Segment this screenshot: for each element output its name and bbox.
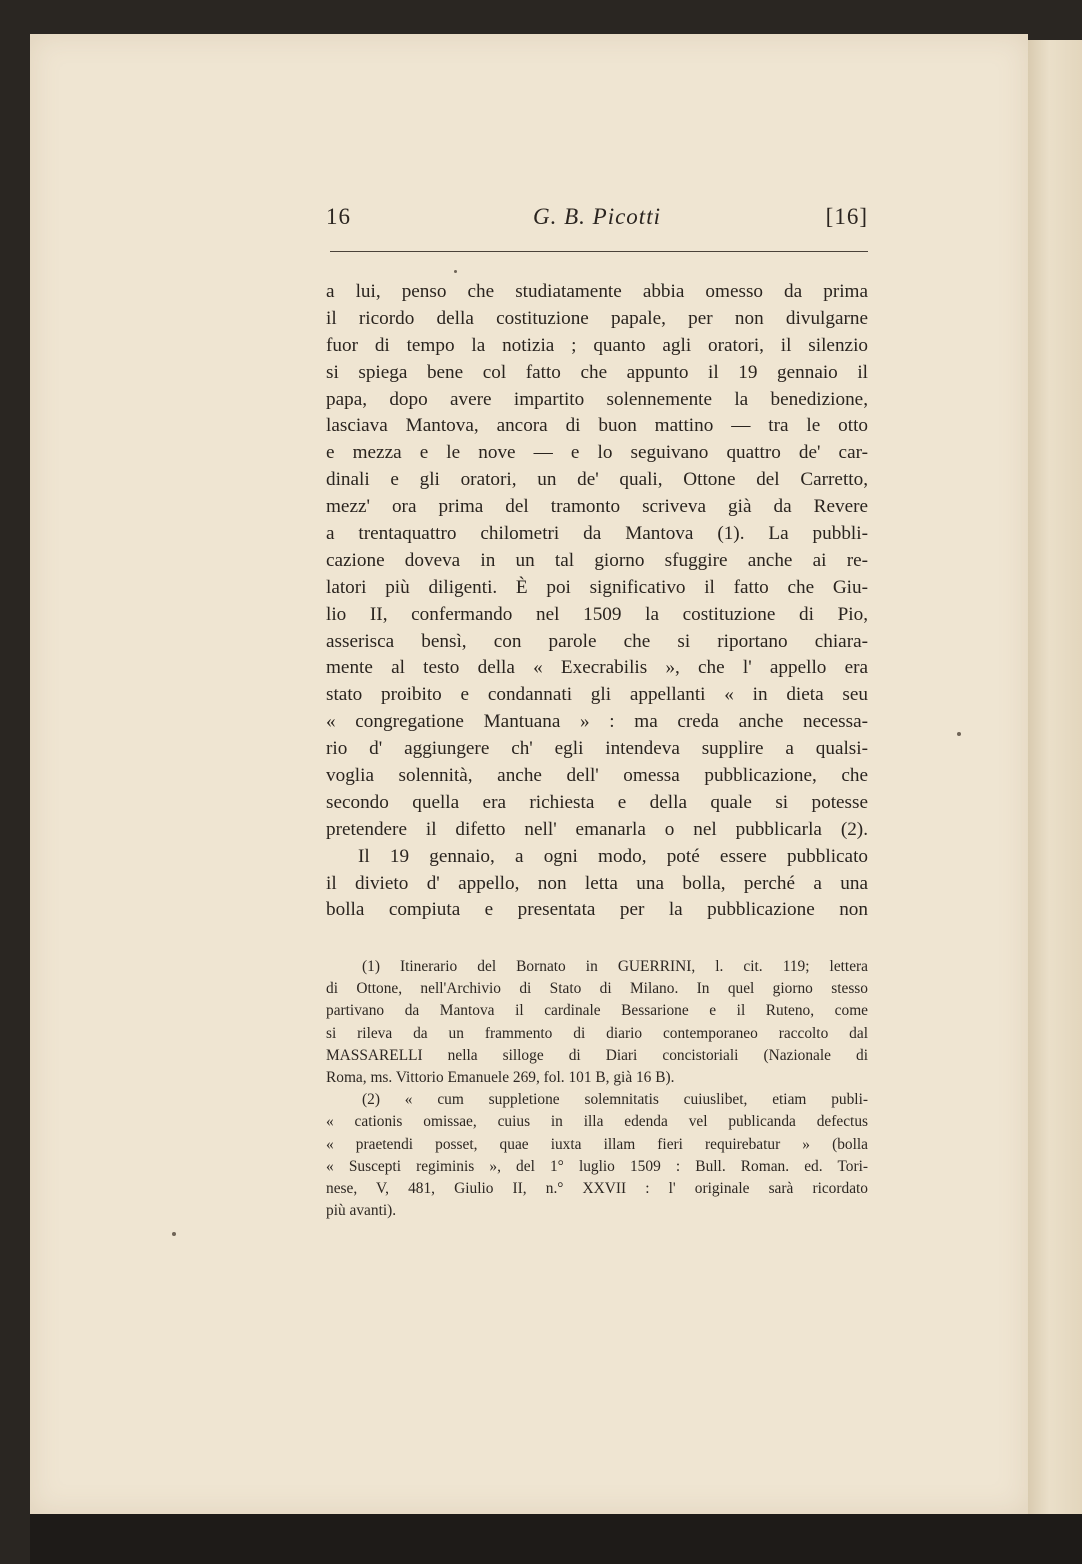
bracketed-page-number: [16] [825, 204, 868, 229]
text-line: dinali e gli oratori, un de' quali, Ottone del Carretto, [326, 469, 868, 491]
text-line: secondo quella era richiesta e della quale si potesse [326, 791, 868, 813]
text-line: asserisca bensì, con parole che si riportano chiara- [326, 630, 868, 652]
footnote-line: « Suscepti regiminis », del 1° luglio 1509 : Bull. Roman. ed. Tori- [326, 1157, 868, 1175]
text-line: mezz' ora prima del tramonto scriveva già da Revere [326, 496, 868, 518]
footnote-line: Roma, ms. Vittorio Emanuele 269, fol. 101 B, già 16 B). [326, 1068, 675, 1086]
text-line: a trentaquattro chilometri da Mantova (1). La pubbli- [326, 523, 868, 545]
text-line: stato proibito e condannati gli appellanti « in dieta seu [326, 684, 868, 706]
footnote-line: partivano da Mantova il cardinale Bessarione e il Ruteno, come [326, 1002, 868, 1020]
running-title: G. B. Picotti [533, 204, 661, 229]
text-line: rio d' aggiungere ch' egli intendeva supplire a qualsi- [326, 738, 868, 760]
text-line: fuor di tempo la notizia ; quanto agli oratori, il silenzio [326, 334, 868, 356]
next-page-edge [1028, 40, 1082, 1530]
text-line: lasciava Mantova, ancora di buon mattino — tra le otto [326, 415, 868, 437]
footnote-line: MASSARELLI nella silloge di Diari concistoriali (Nazionale di [326, 1046, 868, 1064]
text-line: voglia solennità, anche dell' omessa pubblicazione, che [326, 765, 868, 787]
text-line: Il 19 gennaio, a ogni modo, poté essere pubblicato [358, 845, 868, 867]
footnote-line: (1) Itinerario del Bornato in GUERRINI, l. cit. 119; lettera [362, 958, 868, 975]
footnote-line: « cationis omissae, cuius in illa edenda vel publicanda defectus [326, 1113, 868, 1131]
footnote-line: di Ottone, nell'Archivio di Stato di Milano. In quel giorno stesso [326, 980, 868, 998]
text-line: pretendere il difetto nell' emanarla o nel pubblicarla (2). [326, 818, 868, 840]
scan-background [30, 1514, 1082, 1564]
text-line: latori più diligenti. È poi significativo il fatto che Giu- [326, 576, 868, 598]
text-line: a lui, penso che studiatamente abbia omesso da prima [326, 281, 868, 302]
running-header [326, 200, 868, 240]
main-text [326, 279, 868, 924]
footnote-line: nese, V, 481, Giulio II, n.° XXVII : l' originale sarà ricordato [326, 1179, 868, 1197]
paper-speck [172, 1232, 176, 1236]
footnotes [326, 956, 868, 1222]
footnote-line: « praetendi posset, quae iuxta illam fieri requirebatur » (bolla [326, 1135, 868, 1153]
paper-speck [957, 732, 961, 736]
text-line: il ricordo della costituzione papale, per non divulgarne [326, 307, 868, 329]
page-number: 16 [326, 204, 351, 229]
text-line: mente al testo della « Execrabilis », che l' appello era [326, 657, 868, 679]
text-line: cazione doveva in un tal giorno sfuggire anche ai re- [326, 549, 868, 571]
header-rule [330, 251, 868, 252]
text-line: si spiega bene col fatto che appunto il 19 gennaio il [326, 361, 868, 383]
text-line: il divieto d' appello, non letta una bolla, perché a una [326, 872, 868, 894]
paper-speck [454, 270, 457, 273]
text-line: lio II, confermando nel 1509 la costituzione di Pio, [326, 603, 868, 625]
footnote-line: si rileva da un frammento di diario contemporaneo raccolto dal [326, 1024, 868, 1042]
footnote-line: più avanti). [326, 1202, 397, 1220]
text-line: « congregatione Mantuana » : ma creda anche necessa- [326, 711, 868, 733]
text-line: bolla compiuta e presentata per la pubblicazione non [326, 899, 868, 921]
text-line: e mezza e le nove — e lo seguivano quattro de' car- [326, 442, 868, 464]
text-line: papa, dopo avere impartito solennemente la benedizione, [326, 388, 868, 410]
footnote-line: (2) « cum suppletione solemnitatis cuiuslibet, etiam publi- [362, 1091, 868, 1109]
